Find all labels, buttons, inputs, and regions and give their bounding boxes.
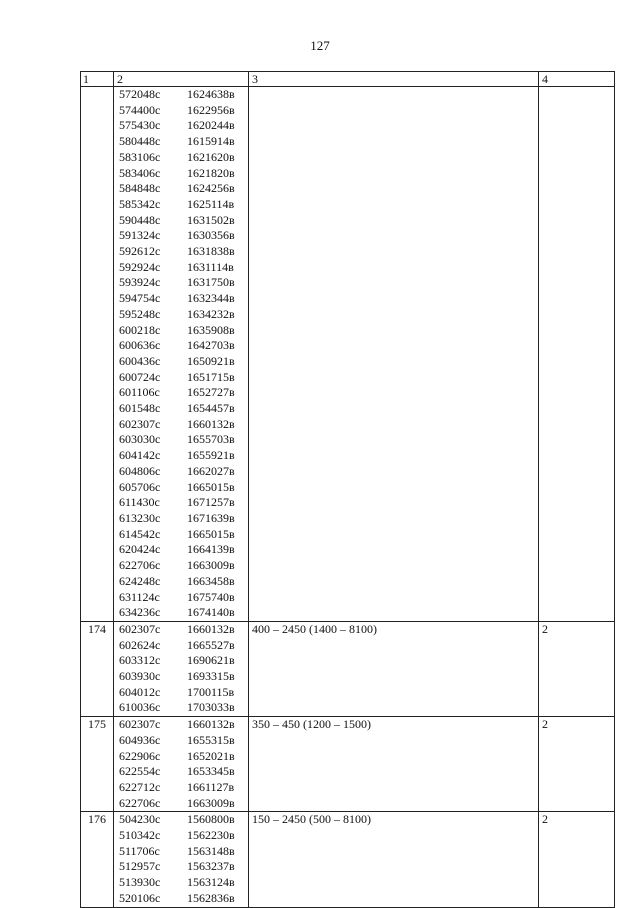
longitude: 1642703в: [187, 338, 235, 353]
header-col-3: 3: [249, 72, 539, 87]
longitude: 1665015в: [187, 526, 235, 541]
longitude: 1615914в: [187, 134, 235, 149]
coordinates-cell: [114, 621, 249, 716]
latitude: 600436с: [119, 353, 161, 368]
class-value: 2: [539, 621, 615, 716]
coordinate-pair: [117, 495, 245, 511]
coordinates-table: [80, 71, 615, 908]
longitude: 1690621в: [187, 653, 235, 668]
longitude: 1622956в: [187, 102, 235, 117]
latitude: 575430с: [119, 118, 161, 133]
latitude: 591324с: [119, 228, 161, 243]
coordinates-cell: [114, 812, 249, 907]
coordinate-pair: [117, 291, 245, 307]
longitude: 1631838в: [187, 244, 235, 259]
coordinate-pair: [117, 480, 245, 496]
page-number: 127: [310, 38, 330, 53]
latitude: 602307с: [119, 717, 161, 732]
longitude: 1674140в: [187, 605, 235, 620]
coordinate-pair: [117, 875, 245, 891]
latitude: 602624с: [119, 637, 161, 652]
coordinate-pair: [117, 574, 245, 590]
longitude: 1562836в: [187, 890, 235, 905]
longitude: 1675740в: [187, 589, 235, 604]
coordinates-cell: [114, 87, 249, 622]
longitude: 1631750в: [187, 275, 235, 290]
coordinate-pair: [117, 338, 245, 354]
latitude: 583106с: [119, 149, 161, 164]
latitude: 600218с: [119, 322, 161, 337]
latitude: 613230с: [119, 510, 161, 525]
header-row: [81, 72, 615, 87]
latitude: 603930с: [119, 669, 161, 684]
coordinate-pair: [117, 275, 245, 291]
latitude: 510342с: [119, 828, 161, 843]
latitude: 604806с: [119, 463, 161, 478]
latitude: 605706с: [119, 479, 161, 494]
coordinate-pair: [117, 700, 245, 716]
coordinate-pair: [117, 213, 245, 229]
longitude: 1621820в: [187, 165, 235, 180]
row-number: 175: [81, 717, 114, 812]
longitude: 1661127в: [187, 779, 235, 794]
coordinate-pair: [117, 307, 245, 323]
row-number: [81, 87, 114, 622]
coordinate-pair: [117, 685, 245, 701]
header-col-2: 2: [114, 72, 249, 87]
latitude: 604142с: [119, 448, 161, 463]
latitude: 593924с: [119, 275, 161, 290]
latitude: 513930с: [119, 875, 161, 890]
latitude: 592924с: [119, 259, 161, 274]
latitude: 580448с: [119, 134, 161, 149]
longitude: 1652727в: [187, 385, 235, 400]
coordinate-pair: [117, 323, 245, 339]
latitude: 590448с: [119, 212, 161, 227]
longitude: 1663009в: [187, 795, 235, 810]
table-row: [81, 812, 615, 907]
coordinate-pair: [117, 166, 245, 182]
latitude: 585342с: [119, 196, 161, 211]
latitude: 584848с: [119, 181, 161, 196]
coordinate-pair: [117, 622, 245, 638]
coordinate-pair: [117, 558, 245, 574]
longitude: 1620244в: [187, 118, 235, 133]
latitude: 601548с: [119, 401, 161, 416]
row-number: 174: [81, 621, 114, 716]
coordinate-pair: [117, 385, 245, 401]
coordinate-pair: [117, 181, 245, 197]
latitude: 604936с: [119, 732, 161, 747]
longitude: 1671257в: [187, 495, 235, 510]
longitude: 1663458в: [187, 573, 235, 588]
coordinate-pair: [117, 828, 245, 844]
longitude: 1664139в: [187, 542, 235, 557]
latitude: 594754с: [119, 291, 161, 306]
coordinate-pair: [117, 464, 245, 480]
longitude: 1563124в: [187, 875, 235, 890]
longitude: 1655315в: [187, 732, 235, 747]
latitude: 600724с: [119, 369, 161, 384]
longitude: 1655703в: [187, 432, 235, 447]
latitude: 622906с: [119, 748, 161, 763]
longitude: 1635908в: [187, 322, 235, 337]
longitude: 1632344в: [187, 291, 235, 306]
longitude: 1660132в: [187, 416, 235, 431]
latitude: 604012с: [119, 684, 161, 699]
longitude: 1630356в: [187, 228, 235, 243]
header-col-4: 4: [539, 72, 615, 87]
longitude: 1693315в: [187, 669, 235, 684]
coordinate-pair: [117, 844, 245, 860]
longitude: 1660132в: [187, 717, 235, 732]
coordinate-pair: [117, 764, 245, 780]
longitude: 1562230в: [187, 828, 235, 843]
coordinate-pair: [117, 244, 245, 260]
coordinate-pair: [117, 749, 245, 765]
latitude: 602307с: [119, 416, 161, 431]
coordinate-pair: [117, 150, 245, 166]
latitude: 622712с: [119, 779, 161, 794]
coordinate-pair: [117, 780, 245, 796]
coordinate-pair: [117, 197, 245, 213]
altitude-range: 350 – 450 (1200 – 1500): [249, 717, 539, 812]
latitude: 572048с: [119, 87, 161, 101]
latitude: 603312с: [119, 653, 161, 668]
latitude: 620424с: [119, 542, 161, 557]
coordinate-pair: [117, 717, 245, 733]
latitude: 602307с: [119, 621, 161, 636]
latitude: 614542с: [119, 526, 161, 541]
class-value: 2: [539, 812, 615, 907]
class-value: [539, 87, 615, 622]
longitude: 1631502в: [187, 212, 235, 227]
longitude: 1631114в: [187, 259, 234, 274]
latitude: 611430с: [119, 495, 160, 510]
coordinate-pair: [117, 638, 245, 654]
longitude: 1651715в: [187, 369, 235, 384]
longitude: 1671639в: [187, 510, 235, 525]
coordinate-pair: [117, 260, 245, 276]
latitude: 574400с: [119, 102, 161, 117]
latitude: 520106с: [119, 890, 161, 905]
longitude: 1654457в: [187, 401, 235, 416]
coordinate-pair: [117, 370, 245, 386]
coordinate-pair: [117, 511, 245, 527]
longitude: 1663009в: [187, 558, 235, 573]
coordinate-pair: [117, 118, 245, 134]
coordinate-pair: [117, 432, 245, 448]
coordinate-pair: [117, 812, 245, 828]
coordinate-pair: [117, 542, 245, 558]
coordinate-pair: [117, 401, 245, 417]
coordinate-pair: [117, 605, 245, 621]
altitude-range: 150 – 2450 (500 – 8100): [249, 812, 539, 907]
latitude: 622706с: [119, 558, 161, 573]
latitude: 634236с: [119, 605, 161, 620]
coordinate-pair: [117, 228, 245, 244]
longitude: 1634232в: [187, 306, 235, 321]
altitude-range: [249, 87, 539, 622]
longitude: 1660132в: [187, 621, 235, 636]
coordinate-pair: [117, 669, 245, 685]
longitude: 1563148в: [187, 843, 235, 858]
longitude: 1621620в: [187, 149, 235, 164]
latitude: 603030с: [119, 432, 161, 447]
longitude: 1655921в: [187, 448, 235, 463]
coordinates-cell: [114, 717, 249, 812]
latitude: 624248с: [119, 573, 161, 588]
table-row: [81, 717, 615, 812]
longitude: 1563237в: [187, 859, 235, 874]
coordinate-pair: [117, 733, 245, 749]
longitude: 1665527в: [187, 637, 235, 652]
coordinate-pair: [117, 653, 245, 669]
longitude: 1662027в: [187, 463, 235, 478]
coordinate-pair: [117, 417, 245, 433]
coordinate-pair: [117, 527, 245, 543]
longitude: 1653345в: [187, 764, 235, 779]
coordinate-pair: [117, 103, 245, 119]
latitude: 631124с: [119, 589, 160, 604]
latitude: 622706с: [119, 795, 161, 810]
latitude: 504230с: [119, 812, 161, 827]
longitude: 1625114в: [187, 196, 235, 211]
coordinate-pair: [117, 87, 245, 103]
altitude-range: 400 – 2450 (1400 – 8100): [249, 621, 539, 716]
longitude: 1624638в: [187, 87, 235, 101]
latitude: 600636с: [119, 338, 161, 353]
coordinate-pair: [117, 448, 245, 464]
coordinate-pair: [117, 590, 245, 606]
latitude: 511706с: [119, 843, 160, 858]
longitude: 1700115в: [187, 684, 235, 699]
coordinate-pair: [117, 354, 245, 370]
longitude: 1624256в: [187, 181, 235, 196]
coordinate-pair: [117, 891, 245, 907]
longitude: 1652021в: [187, 748, 235, 763]
latitude: 601106с: [119, 385, 160, 400]
latitude: 610036с: [119, 700, 161, 715]
table-row: [81, 87, 615, 622]
latitude: 595248с: [119, 306, 161, 321]
latitude: 622554с: [119, 764, 161, 779]
latitude: 512957с: [119, 859, 161, 874]
header-col-1: 1: [81, 72, 114, 87]
row-number: 176: [81, 812, 114, 907]
longitude: 1650921в: [187, 353, 235, 368]
longitude: 1665015в: [187, 479, 235, 494]
coordinate-pair: [117, 859, 245, 875]
longitude: 1703033в: [187, 700, 235, 715]
class-value: 2: [539, 717, 615, 812]
coordinate-pair: [117, 134, 245, 150]
longitude: 1560800в: [187, 812, 235, 827]
latitude: 592612с: [119, 244, 161, 259]
coordinate-pair: [117, 796, 245, 812]
latitude: 583406с: [119, 165, 161, 180]
table-row: [81, 621, 615, 716]
